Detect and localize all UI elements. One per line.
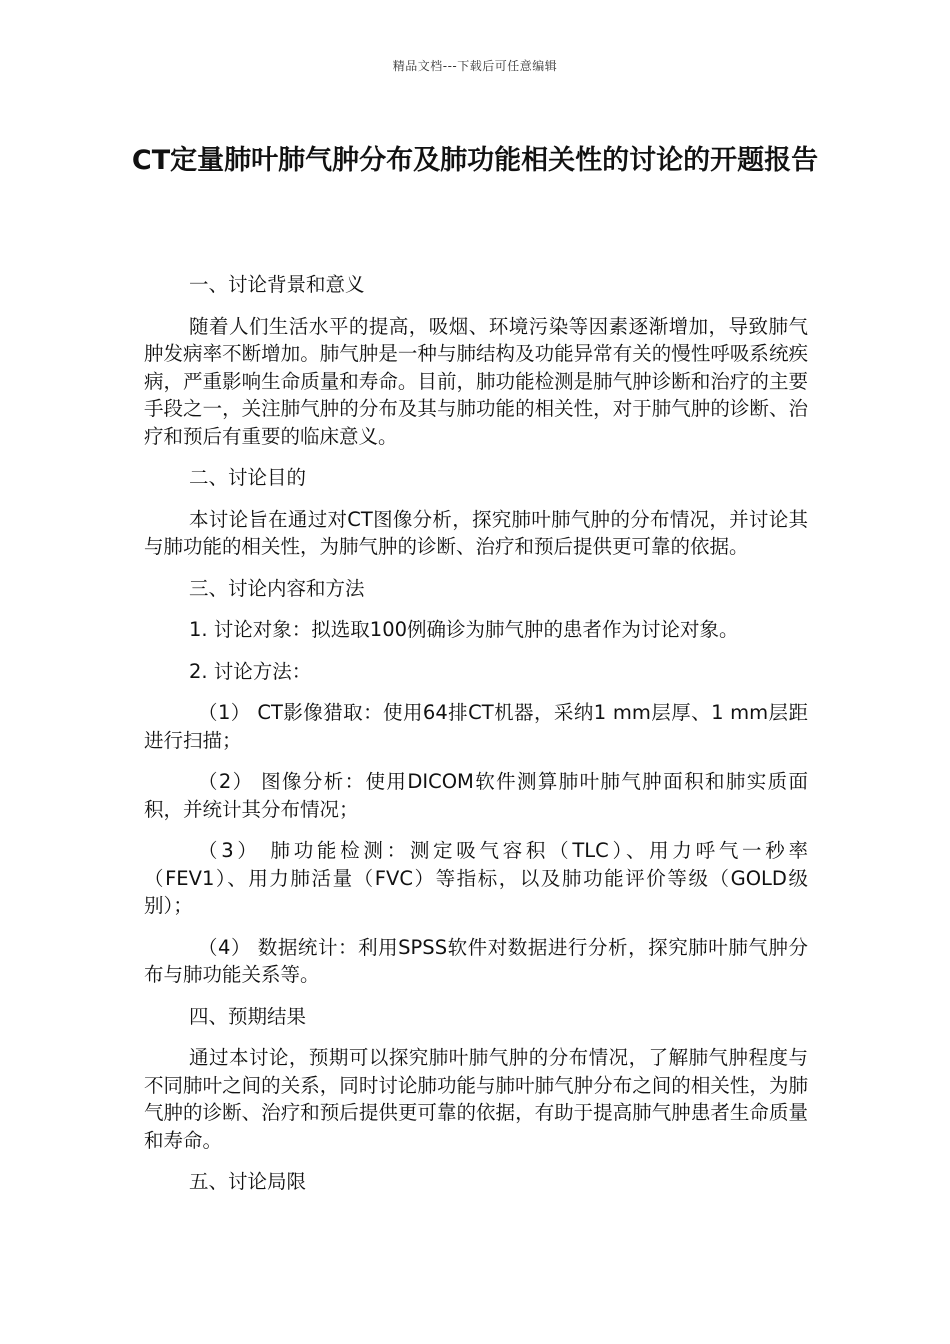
section-heading-background: 一、讨论背景和意义 xyxy=(189,273,365,296)
paragraph-background: 随着人们生活水平的提高，吸烟、环境污染等因素逐渐增加，导致肺气肿发病率不断增加。肺气肿是一种与肺结构及功能异常有关的慢性呼吸系统疾病，严重影响生命质量和寿命。目前，肺功能检测是肺气肿诊断和治疗的主要手段之一，关注肺气肿的分布及其与肺功能的相关性，对于肺气肿的诊断、治疗和预后有重要的临床意义。 xyxy=(144,314,808,448)
section-heading-purpose: 二、讨论目的 xyxy=(189,466,307,489)
document-title: CT定量肺叶肺气肿分布及肺功能相关性的讨论的开题报告 xyxy=(131,145,819,176)
paragraph-expected-results: 通过本讨论，预期可以探究肺叶肺气肿的分布情况，了解肺气肿程度与不同肺叶之间的关系，同时讨论肺功能与肺叶肺气肿分布之间的相关性，为肺气肿的诊断、治疗和预后提供更可靠的依据，有助于提高肺气肿患者生命质量和寿命。 xyxy=(144,1046,808,1152)
section-heading-limitations: 五、讨论局限 xyxy=(189,1170,307,1193)
section-heading-expected-results: 四、预期结果 xyxy=(189,1004,307,1028)
document-body xyxy=(144,271,808,1210)
sub-item-ct-acquisition: （1） CT影像猎取：使用64排CT机器，采纳1 mm层厚、1 mm层距进行扫描； xyxy=(144,701,808,752)
list-item-methods: 2. 讨论方法： xyxy=(189,659,312,683)
sub-item-lung-function: （3） 肺功能检测：测定吸气容积（TLC）、用力呼气一秒率（FEV1）、用力肺活量（FVC）等指标，以及肺功能评价等级（GOLD级别）； xyxy=(144,839,808,917)
sub-item-statistics: （4） 数据统计：利用SPSS软件对数据进行分析，探究肺叶肺气肿分布与肺功能关系等。 xyxy=(144,935,808,986)
paragraph-purpose: 本讨论旨在通过对CT图像分析，探究肺叶肺气肿的分布情况，并讨论其与肺功能的相关性，为肺气肿的诊断、治疗和预后提供更可靠的依据。 xyxy=(144,507,808,558)
list-item-subjects: 1. 讨论对象：拟选取100例确诊为肺气肿的患者作为讨论对象。 xyxy=(189,618,739,641)
section-heading-methods: 三、讨论内容和方法 xyxy=(189,576,365,600)
header-note: 精品文档---下载后可任意编辑 xyxy=(392,59,558,73)
sub-item-image-analysis: （2） 图像分析：使用DICOM软件测算肺叶肺气肿面积和肺实质面积，并统计其分布情况； xyxy=(144,770,808,821)
